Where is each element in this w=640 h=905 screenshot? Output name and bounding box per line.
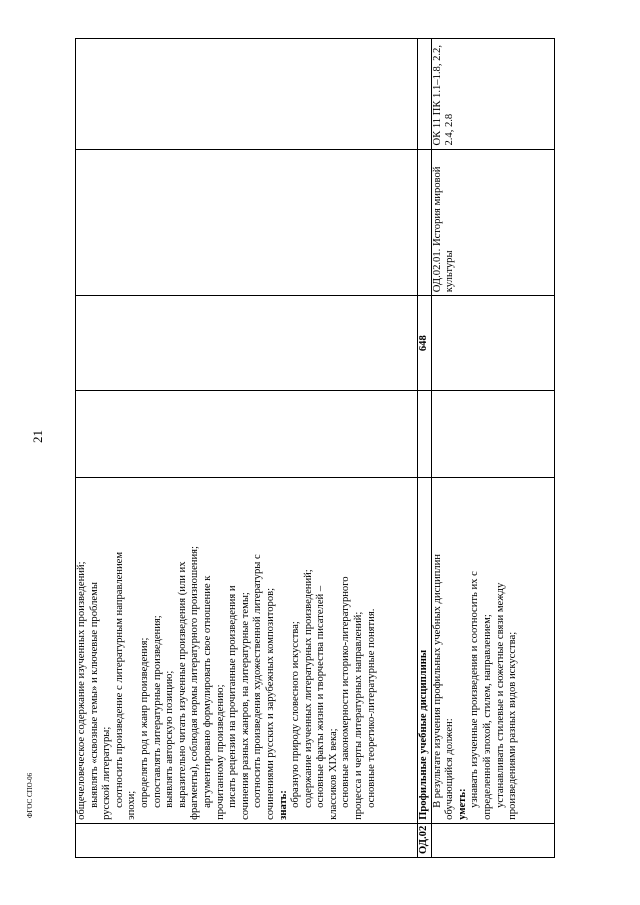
- text-line: В результате изучения профильных учебных дисциплин: [431, 554, 443, 808]
- text-line: выразительно читать изученные произведения (или их: [176, 561, 188, 808]
- code-cell: [431, 823, 554, 857]
- text-line: основные факты жизни и творчества писателей –: [315, 585, 327, 808]
- empty-cell: [76, 391, 418, 478]
- empty-cell: [418, 149, 432, 296]
- text-line: содержание изученных литературных произведений;: [302, 569, 314, 808]
- content-cell: [76, 477, 418, 823]
- curriculum-table: [75, 38, 555, 858]
- text-line: устанавливать стилевые и сюжетные связи между: [494, 582, 506, 808]
- text-line: писать рецензии на прочитанные произведения и: [227, 585, 239, 808]
- section-title: Профильные учебные дисциплины: [418, 477, 432, 823]
- text-line: узнавать изученные произведения и соотносить их с: [469, 571, 481, 808]
- curriculum-table-rotated: [75, 38, 555, 858]
- text-line: обучающийся должен:: [444, 718, 456, 820]
- text-line: прочитанному произведению;: [214, 684, 226, 820]
- text-line: основные теоретико-литературные понятия.: [365, 608, 377, 808]
- discipline-cell: [76, 149, 418, 296]
- text-line: общечеловеческое содержание изученных произведений;: [76, 561, 87, 820]
- page-number: 21: [30, 430, 45, 443]
- text-line: выявлять «сквозные темы» и ключевые проблемы: [88, 582, 100, 808]
- discipline-cell: ОД.02.01. История мировой культуры: [431, 149, 554, 296]
- text-line: эпохи;: [126, 790, 138, 820]
- footer-standard-label: ФГОС СПО-06: [26, 772, 34, 818]
- text-line: уметь:: [456, 788, 468, 820]
- text-line: классиков XIX века;: [327, 728, 339, 820]
- text-line: выявлять авторскую позицию;: [164, 670, 176, 808]
- empty-cell: [418, 391, 432, 478]
- text-line: процесса и черты литературных направлений;: [353, 611, 365, 820]
- text-line: сочинениями русских и зарубежных композиторов;: [264, 587, 276, 820]
- text-line: определенной эпохой, стилем, направлением;: [481, 614, 493, 820]
- section-hours: 648: [418, 296, 432, 391]
- text-line: определять род и жанр произведения;: [138, 637, 150, 808]
- empty-cell: [418, 39, 432, 150]
- empty-cell: [431, 391, 554, 478]
- hours-cell: [76, 296, 418, 391]
- text-line: аргументировано формулировать свое отношение к: [201, 575, 213, 808]
- table-row: [76, 39, 418, 858]
- table-row: [431, 39, 554, 858]
- text-line: фрагменты), соблюдая нормы литературного произношения;: [189, 546, 201, 820]
- text-line: сопоставлять литературные произведения;: [151, 615, 163, 808]
- text-line: соотносить произведение с литературным направлением: [113, 551, 125, 808]
- section-row: [418, 39, 432, 858]
- content-cell: [431, 477, 554, 823]
- text-line: сочинения разных жанров, на литературные темы;: [239, 592, 251, 820]
- text-line: русской литературы;: [101, 726, 113, 820]
- text-line: образную природу словесного искусства;: [290, 621, 302, 808]
- hours-cell: [431, 296, 554, 391]
- text-line: соотносить произведения художественной литературы с: [252, 554, 264, 808]
- section-code: ОД.02: [418, 823, 432, 857]
- code-cell: [76, 823, 418, 857]
- competence-cell: ОК 11 ПК 1.1–1.8, 2.2, 2.4, 2.8: [431, 39, 554, 150]
- competence-cell: [76, 39, 418, 150]
- text-line: произведениями разных видов искусства;: [507, 631, 519, 820]
- text-line: основные закономерности историко-литературного: [340, 576, 352, 808]
- text-line: знать:: [277, 790, 289, 820]
